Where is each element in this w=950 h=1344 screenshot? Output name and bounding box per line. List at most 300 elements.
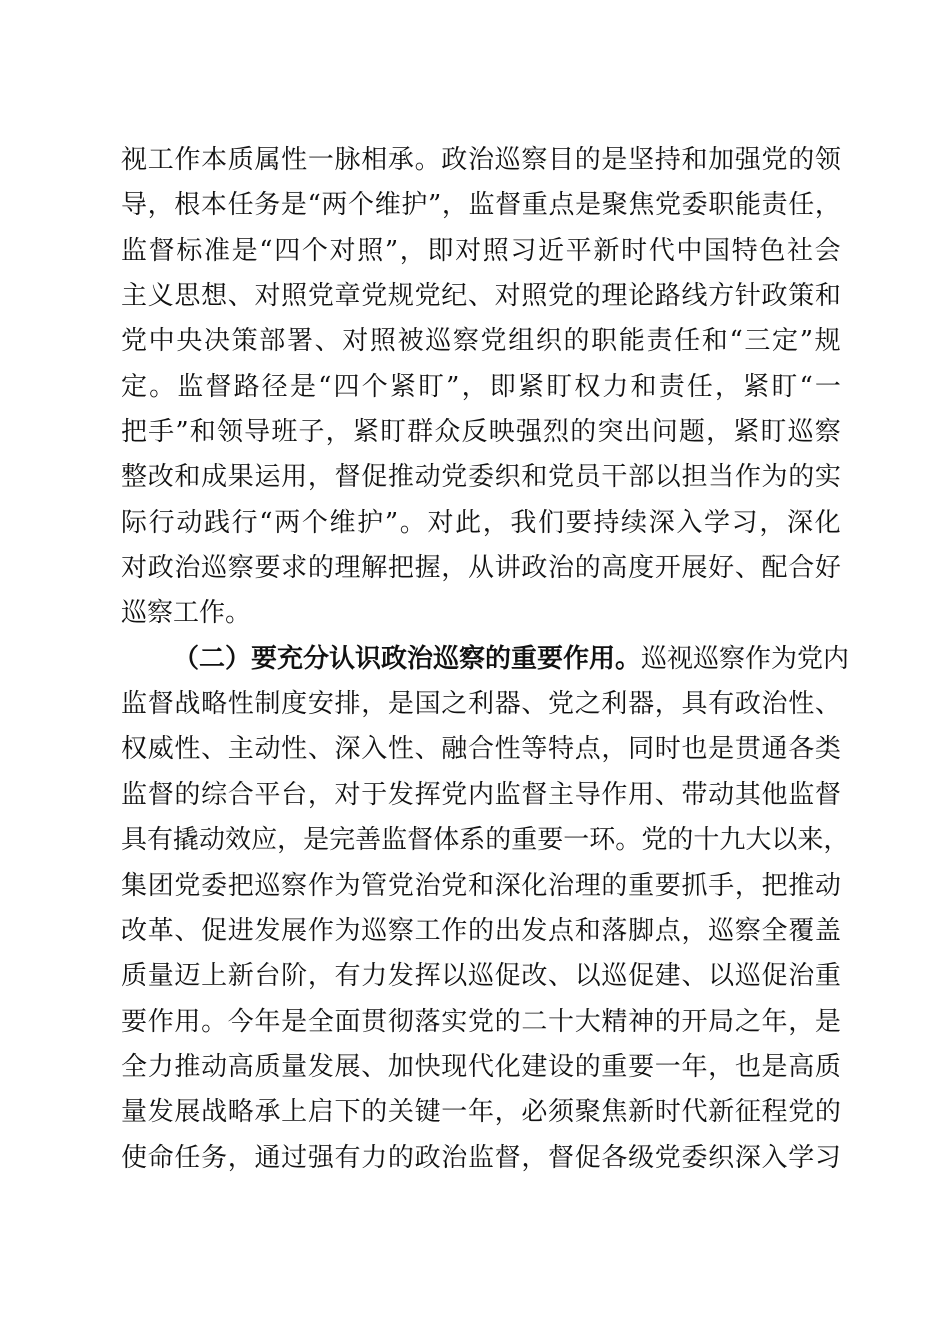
char: 各 — [601, 1142, 628, 1173]
char: 的 — [485, 825, 512, 856]
char: 全 — [761, 915, 788, 946]
char: 视 — [121, 145, 148, 175]
char: 治 — [467, 145, 494, 175]
char: 照 — [521, 281, 548, 312]
char: 论 — [628, 281, 655, 312]
char: 务 — [254, 190, 281, 221]
char: 实 — [441, 1006, 468, 1037]
char: 、 — [467, 281, 494, 312]
char: 党 — [414, 281, 441, 312]
char: 深 — [734, 1142, 761, 1173]
char: ， — [788, 1006, 815, 1037]
char: 整 — [121, 462, 148, 493]
char: 强 — [515, 417, 542, 448]
char: 紧 — [517, 371, 544, 402]
char: 战 — [201, 1097, 228, 1128]
char: 须 — [548, 1097, 575, 1128]
text-line — [121, 183, 841, 228]
char: 委 — [681, 190, 708, 221]
char: 深 — [648, 507, 675, 538]
char: 规 — [387, 281, 414, 312]
char: ， — [482, 507, 509, 538]
char: 展 — [174, 1097, 201, 1128]
char: ” — [427, 190, 442, 221]
char: 治 — [174, 553, 201, 584]
char: 器 — [494, 689, 521, 720]
char: 即 — [427, 235, 454, 266]
char: 重 — [511, 825, 538, 856]
char: 上 — [281, 1097, 308, 1128]
text-line — [121, 319, 841, 364]
char: ， — [521, 1142, 548, 1173]
char: 。 — [615, 825, 642, 856]
char: 化 — [521, 870, 548, 901]
char: 改 — [147, 462, 174, 493]
char: 要 — [121, 1006, 148, 1037]
char: 的 — [814, 1097, 841, 1128]
text-line — [121, 727, 841, 772]
char: 督 — [495, 190, 522, 221]
char: 践 — [203, 507, 230, 538]
char: 有 — [708, 689, 735, 720]
char: 入 — [676, 507, 703, 538]
char: 本 — [200, 190, 227, 221]
char: 个 — [301, 507, 328, 538]
char: 上 — [201, 961, 228, 992]
section-heading: （二）要充分认识政治巡察的重要作用。 — [173, 643, 642, 674]
char: 覆 — [788, 915, 815, 946]
char: 是 — [280, 190, 307, 221]
char: 盯 — [380, 417, 407, 448]
char: 题 — [678, 417, 705, 448]
char: 的 — [361, 1097, 388, 1128]
text-line — [121, 365, 841, 410]
char: 规 — [814, 326, 841, 357]
char: 理 — [601, 281, 628, 312]
char: 化 — [814, 507, 841, 538]
char: 促 — [761, 961, 788, 992]
char: 要 — [537, 825, 564, 856]
char: 思 — [174, 281, 201, 312]
char: ， — [814, 190, 841, 221]
char: 为 — [334, 915, 361, 946]
char: 政 — [521, 553, 548, 584]
char: 平 — [565, 235, 592, 266]
char: 性 — [281, 145, 308, 175]
char: 发 — [307, 1051, 334, 1082]
char: 监 — [381, 825, 408, 856]
char: 促 — [201, 915, 228, 946]
char: ， — [277, 825, 304, 856]
char: 党 — [441, 870, 468, 901]
char: 和 — [189, 417, 216, 448]
char: 推 — [174, 1051, 201, 1082]
char: 命 — [147, 1142, 174, 1173]
char: 行 — [231, 507, 258, 538]
char: 阶 — [281, 961, 308, 992]
char: 部 — [628, 462, 655, 493]
char: 把 — [121, 417, 148, 448]
char: 学 — [788, 1142, 815, 1173]
char: 一 — [814, 371, 841, 402]
char: 、 — [361, 1051, 388, 1082]
char: 同 — [628, 734, 655, 765]
char: 出 — [624, 417, 651, 448]
char: 改 — [521, 961, 548, 992]
char: ， — [325, 417, 352, 448]
char: ， — [461, 371, 488, 402]
char: 用 — [628, 779, 655, 810]
char: 治 — [548, 870, 575, 901]
char: 针 — [734, 281, 761, 312]
char: 聚 — [601, 190, 628, 221]
char: 挥 — [414, 961, 441, 992]
char: 反 — [461, 417, 488, 448]
char: 求 — [281, 553, 308, 584]
char: 平 — [254, 779, 281, 810]
char: 委 — [681, 1142, 708, 1173]
char: 监 — [468, 190, 495, 221]
char: 动 — [254, 734, 281, 765]
char: 成 — [201, 462, 228, 493]
char: 从 — [467, 553, 494, 584]
paragraph-1 — [121, 138, 841, 637]
char: 的 — [601, 870, 628, 901]
char: 内 — [467, 779, 494, 810]
char: 量 — [281, 1051, 308, 1082]
char: 开 — [654, 553, 681, 584]
char: 发 — [387, 779, 414, 810]
text-line — [121, 1000, 841, 1045]
char: 把 — [227, 870, 254, 901]
char: ， — [361, 689, 388, 720]
char: 、 — [414, 734, 441, 765]
char: 点 — [574, 734, 601, 765]
char: 年 — [761, 1006, 788, 1037]
char: 其 — [734, 779, 761, 810]
char: 脉 — [334, 145, 361, 175]
text-line — [121, 773, 841, 818]
char: 、 — [654, 779, 681, 810]
char: 十 — [693, 825, 720, 856]
char: 强 — [734, 145, 761, 175]
char: 用 — [281, 462, 308, 493]
char: 学 — [704, 507, 731, 538]
char: ” — [384, 235, 399, 266]
char: 督 — [147, 779, 174, 810]
char: 任 — [674, 326, 701, 357]
char: 量 — [147, 961, 174, 992]
char: 个 — [301, 235, 328, 266]
char: 挥 — [414, 779, 441, 810]
char: 作 — [147, 1006, 174, 1037]
char: 质 — [227, 145, 254, 175]
char: 。 — [414, 145, 441, 175]
char: 征 — [734, 1097, 761, 1128]
char: 新 — [227, 961, 254, 992]
char: 集 — [121, 870, 148, 901]
char: 一 — [307, 145, 334, 175]
char: 使 — [121, 1142, 148, 1173]
char: 巡 — [425, 326, 452, 357]
char: “ — [318, 371, 332, 402]
char: 党 — [387, 870, 414, 901]
char: 面 — [334, 1006, 361, 1037]
text-line — [121, 591, 841, 636]
char: 策 — [788, 281, 815, 312]
char: 巡 — [734, 961, 761, 992]
char: 织 — [535, 326, 562, 357]
char: 要 — [254, 553, 281, 584]
char: 监 — [494, 779, 521, 810]
char: 近 — [538, 235, 565, 266]
char: 党 — [174, 870, 201, 901]
char: 巡 — [787, 417, 814, 448]
char: 重 — [521, 190, 548, 221]
char: 启 — [307, 1097, 334, 1128]
char: 理 — [334, 553, 361, 584]
char: 的 — [570, 417, 597, 448]
char: 力 — [602, 371, 629, 402]
char: 、 — [307, 734, 334, 765]
char: 于 — [361, 779, 388, 810]
char: 贯 — [734, 734, 761, 765]
char: 器 — [628, 689, 655, 720]
char: 解 — [361, 553, 388, 584]
text-line — [121, 1136, 841, 1181]
char: ， — [654, 689, 681, 720]
char: 党 — [761, 145, 788, 175]
char: 任 — [174, 1142, 201, 1173]
char: 动 — [176, 507, 203, 538]
char: 色 — [759, 235, 786, 266]
char: 、 — [548, 961, 575, 992]
char: 盯 — [760, 417, 787, 448]
char: 入 — [761, 1142, 788, 1173]
char: 察 — [227, 553, 254, 584]
char: 的 — [574, 281, 601, 312]
char: 一 — [563, 825, 590, 856]
char: 性 — [387, 734, 414, 765]
char: 展 — [334, 1051, 361, 1082]
char: 作 — [174, 145, 201, 175]
char: 九 — [719, 825, 746, 856]
char: 他 — [761, 779, 788, 810]
char: 类 — [814, 734, 841, 765]
char: 中 — [148, 326, 175, 357]
char: 部 — [259, 326, 286, 357]
char: 系 — [459, 825, 486, 856]
char: 促 — [361, 462, 388, 493]
char: 促 — [628, 961, 655, 992]
char: 是 — [289, 371, 316, 402]
char: 持 — [654, 145, 681, 175]
char: 力 — [361, 1142, 388, 1173]
char: 照 — [281, 281, 308, 312]
char: 的 — [467, 915, 494, 946]
char: 手 — [148, 417, 175, 448]
char: 察 — [814, 417, 841, 448]
char: 、 — [174, 915, 201, 946]
char: 国 — [704, 235, 731, 266]
char: 度 — [628, 553, 655, 584]
char: “ — [259, 235, 273, 266]
char: 高 — [601, 553, 628, 584]
char: 烈 — [543, 417, 570, 448]
char: 焦 — [628, 190, 655, 221]
char: 是 — [601, 145, 628, 175]
char: 排 — [334, 689, 361, 720]
char: ” — [799, 326, 813, 357]
char: 巡 — [494, 145, 521, 175]
char: 开 — [681, 1006, 708, 1037]
char: “ — [259, 507, 273, 538]
char: 两 — [274, 507, 301, 538]
char: 促 — [574, 1142, 601, 1173]
char: 撬 — [173, 825, 200, 856]
char: 际 — [121, 507, 148, 538]
char: 监 — [121, 235, 148, 266]
char: 完 — [329, 825, 356, 856]
char: 央 — [176, 326, 203, 357]
char: 四 — [333, 371, 360, 402]
char: 职 — [591, 326, 618, 357]
char: 融 — [441, 734, 468, 765]
char: 出 — [494, 915, 521, 946]
char: 代 — [467, 1051, 494, 1082]
char: 动 — [414, 462, 441, 493]
char: 国 — [414, 689, 441, 720]
char: 深 — [786, 507, 813, 538]
char: 重 — [628, 870, 655, 901]
char: 此 — [455, 507, 482, 538]
char: “ — [307, 190, 321, 221]
char: 护 — [401, 190, 428, 221]
char: 巡 — [467, 961, 494, 992]
char: 二 — [521, 1006, 548, 1037]
char: 以 — [654, 462, 681, 493]
char: 台 — [281, 779, 308, 810]
char: 对 — [329, 235, 356, 266]
char: 党 — [441, 779, 468, 810]
char: 善 — [355, 825, 382, 856]
char: 四 — [274, 235, 301, 266]
char: 督 — [147, 689, 174, 720]
char: 党 — [361, 281, 388, 312]
char: 的 — [788, 462, 815, 493]
char: 照 — [357, 235, 384, 266]
char: 要 — [654, 870, 681, 901]
char: 革 — [147, 915, 174, 946]
char: 领 — [814, 145, 841, 175]
char: 织 — [708, 1142, 735, 1173]
char: 能 — [734, 190, 761, 221]
char: 合 — [467, 734, 494, 765]
char: 发 — [521, 915, 548, 946]
char: 方 — [708, 281, 735, 312]
char: 、 — [314, 326, 341, 357]
char: 导 — [574, 779, 601, 810]
char: 紧 — [743, 371, 770, 402]
char: 展 — [681, 553, 708, 584]
char: 大 — [745, 825, 772, 856]
char: 护 — [357, 507, 384, 538]
char: 量 — [121, 1097, 148, 1128]
char: 略 — [201, 689, 228, 720]
line-text: 巡察工作。 — [121, 598, 252, 629]
char: 用 — [174, 1006, 201, 1037]
char: 运 — [254, 462, 281, 493]
char: ， — [307, 779, 334, 810]
char: 以 — [771, 825, 798, 856]
char: 级 — [628, 1142, 655, 1173]
char: 通 — [254, 1142, 281, 1173]
char: 维 — [329, 507, 356, 538]
char: 众 — [434, 417, 461, 448]
char: 加 — [387, 1051, 414, 1082]
char: 员 — [574, 462, 601, 493]
char: 监 — [121, 689, 148, 720]
char: 察 — [281, 870, 308, 901]
char: 委 — [201, 870, 228, 901]
char: 新 — [708, 1097, 735, 1128]
char: 工 — [414, 915, 441, 946]
char: 三 — [744, 326, 771, 357]
char: 管 — [361, 870, 388, 901]
char: 代 — [681, 1097, 708, 1128]
char: 党 — [121, 326, 148, 357]
char: 巡 — [601, 961, 628, 992]
char: 展 — [281, 915, 308, 946]
char: 织 — [494, 462, 521, 493]
char: 通 — [761, 734, 788, 765]
char: 个 — [361, 371, 388, 402]
char: 年 — [467, 1097, 494, 1128]
char: 责 — [658, 371, 685, 402]
char: 新 — [628, 1097, 655, 1128]
char: 和 — [574, 915, 601, 946]
char: 本 — [201, 145, 228, 175]
char: 快 — [414, 1051, 441, 1082]
char: 是 — [231, 235, 258, 266]
char: 把 — [387, 553, 414, 584]
char: 性 — [494, 734, 521, 765]
char: 党 — [467, 1006, 494, 1037]
char: 的 — [563, 326, 590, 357]
char: 党 — [480, 326, 507, 357]
char: 对 — [427, 507, 454, 538]
char: 职 — [708, 190, 735, 221]
char: 的 — [574, 145, 601, 175]
char: 务 — [201, 1142, 228, 1173]
char: 径 — [261, 371, 288, 402]
char: 以 — [574, 961, 601, 992]
char: 下 — [334, 1097, 361, 1128]
char: 加 — [708, 145, 735, 175]
char: 党 — [788, 1097, 815, 1128]
char: 督 — [521, 779, 548, 810]
char: 照 — [482, 235, 509, 266]
char: 的 — [654, 1006, 681, 1037]
char: 性 — [788, 689, 815, 720]
char: 是 — [761, 1051, 788, 1082]
char: 一 — [654, 1051, 681, 1082]
char: 强 — [307, 1142, 334, 1173]
text-line — [121, 546, 841, 591]
char: 点 — [548, 915, 575, 946]
char: 各 — [788, 734, 815, 765]
char: 和 — [521, 462, 548, 493]
